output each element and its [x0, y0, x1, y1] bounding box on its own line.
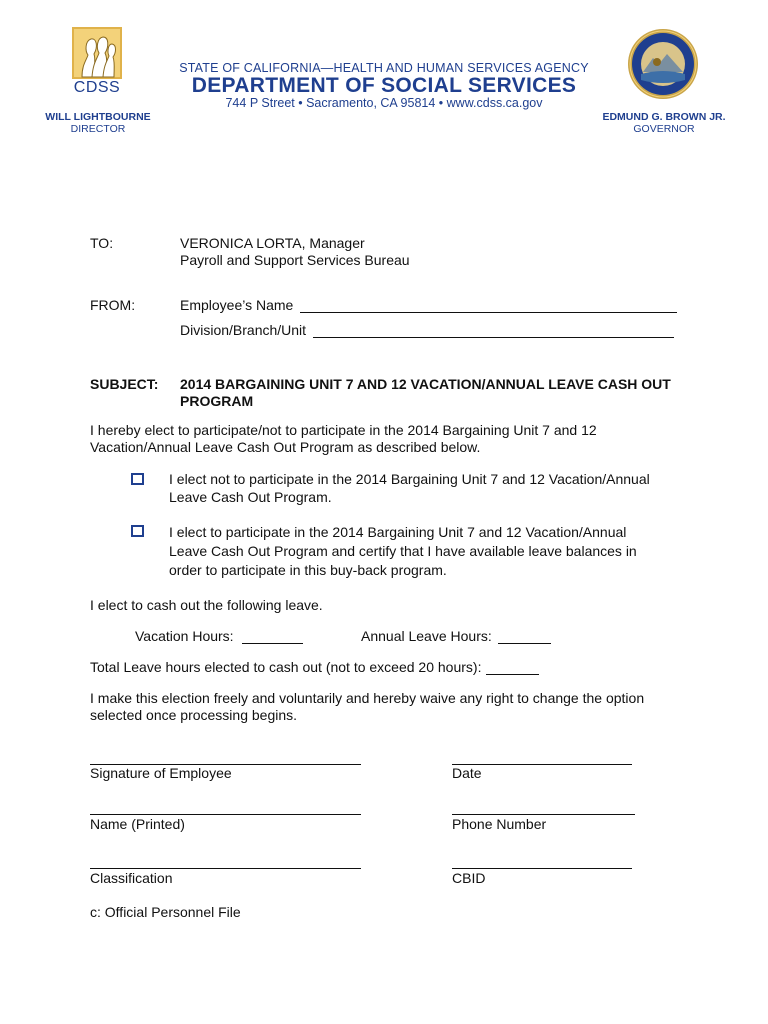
intro-line-1: I hereby elect to participate/not to participate in the 2014 Bargaining Unit 7 and 12: [90, 422, 597, 438]
subject-line-1: 2014 BARGAINING UNIT 7 AND 12 VACATION/ANNUAL LEAVE CASH OUT: [180, 376, 671, 392]
to-name: VERONICA LORTA, Manager: [180, 235, 365, 251]
annual-leave-hours-field[interactable]: [498, 630, 551, 644]
total-hours-field[interactable]: [486, 661, 539, 675]
director-title: DIRECTOR: [70, 123, 126, 135]
intro-line-2: Vacation/Annual Leave Cash Out Program as described below.: [90, 439, 481, 455]
classification-field[interactable]: [90, 868, 361, 869]
cbid-label: CBID: [452, 870, 486, 886]
signature-label: Signature of Employee: [90, 765, 232, 781]
to-bureau: Payroll and Support Services Bureau: [180, 252, 410, 268]
state-seal: [627, 28, 699, 100]
cash-out-line: I elect to cash out the following leave.: [90, 597, 323, 613]
director-name: WILL LIGHTBOURNE: [45, 111, 151, 123]
option-not-participate-line-2: Leave Cash Out Program.: [169, 489, 332, 505]
subject-label: SUBJECT:: [90, 376, 159, 392]
state-seal-icon: [627, 28, 699, 100]
vacation-hours-label: Vacation Hours:: [135, 628, 234, 644]
date-label: Date: [452, 765, 482, 781]
governor-name: EDMUND G. BROWN JR.: [602, 111, 726, 123]
employee-name-field[interactable]: [300, 299, 677, 313]
not-participate-checkbox[interactable]: [131, 473, 144, 485]
cdss-logo-text: CDSS: [73, 79, 121, 96]
department-address: 744 P Street • Sacramento, CA 95814 • www.cdss.ca.gov: [225, 96, 543, 110]
phone-number-field[interactable]: [452, 814, 635, 815]
to-label: TO:: [90, 235, 114, 251]
waiver-line-2: selected once processing begins.: [90, 707, 298, 723]
option-participate-line-2: Leave Cash Out Program and certify that I have available leave balances in: [169, 543, 637, 559]
division-label: Division/Branch/Unit: [180, 322, 307, 338]
classification-label: Classification: [90, 870, 173, 886]
printed-name-label: Name (Printed): [90, 816, 185, 832]
option-participate-line-3: order to participate in this buy-back program.: [169, 562, 447, 578]
option-participate-line-1: I elect to participate in the 2014 Bargaining Unit 7 and 12 Vacation/Annual: [169, 524, 627, 540]
division-field[interactable]: [313, 324, 674, 338]
printed-name-field[interactable]: [90, 814, 361, 815]
total-hours-label: Total Leave hours elected to cash out (not to exceed 20 hours):: [90, 659, 482, 675]
phone-number-label: Phone Number: [452, 816, 547, 832]
participate-checkbox[interactable]: [131, 525, 144, 537]
option-not-participate-line-1: I elect not to participate in the 2014 Bargaining Unit 7 and 12 Vacation/Annual: [169, 471, 650, 487]
governor-title: GOVERNOR: [633, 123, 695, 135]
cbid-field[interactable]: [452, 868, 632, 869]
agency-name: STATE OF CALIFORNIA—HEALTH AND HUMAN SERVICES AGENCY: [179, 61, 589, 75]
annual-leave-hours-label: Annual Leave Hours:: [361, 628, 492, 644]
from-label: FROM:: [90, 297, 136, 313]
vacation-hours-field[interactable]: [242, 630, 303, 644]
cc-line: c: Official Personnel File: [90, 904, 241, 920]
subject-line-2: PROGRAM: [180, 393, 254, 409]
department-name: DEPARTMENT OF SOCIAL SERVICES: [191, 74, 577, 97]
employee-name-label: Employee’s Name: [180, 297, 294, 313]
waiver-line-1: I make this election freely and voluntarily and hereby waive any right to change the option: [90, 690, 645, 706]
